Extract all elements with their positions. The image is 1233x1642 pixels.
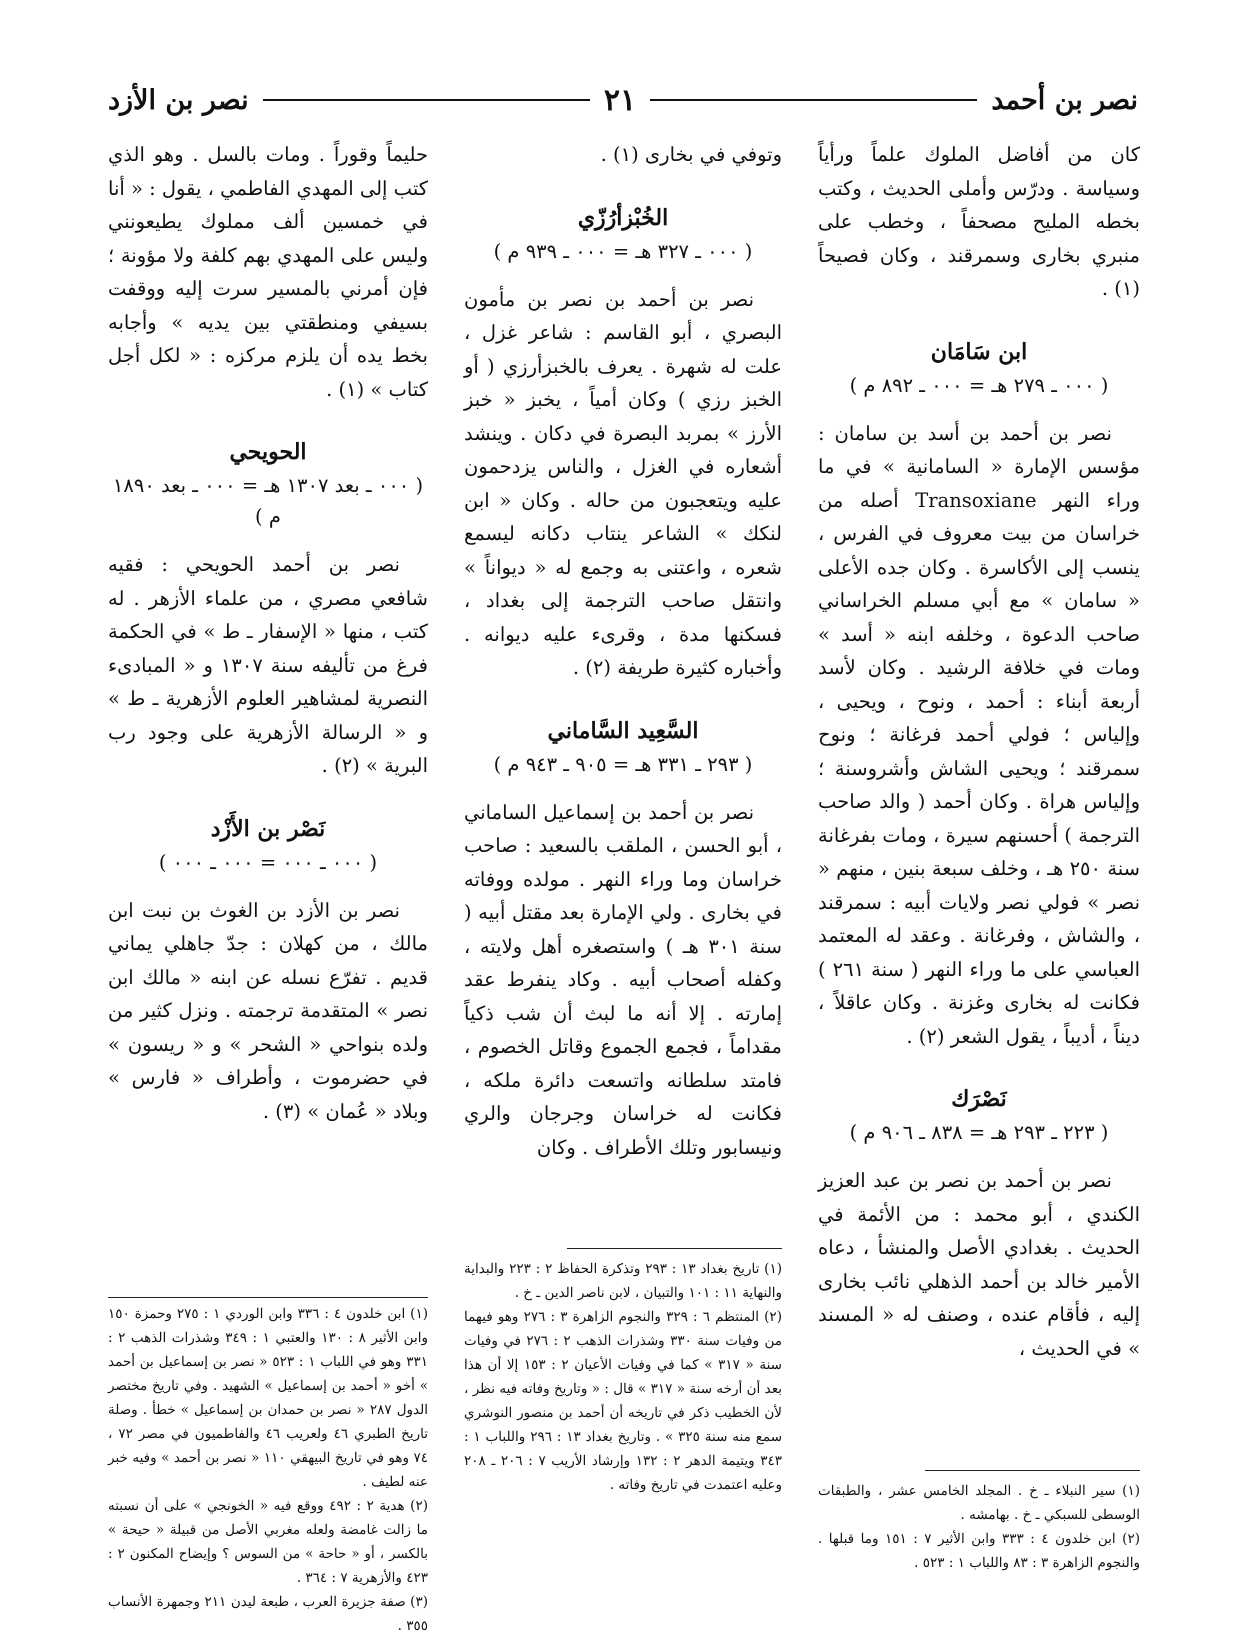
entry-text: نصر بن أحمد بن نصر بن مأمون البصري ، أبو القاسم : شاعر غزل ، علت له شهرة . يعرف بالخبزأرزي ( أو الخبز رزي ) وكان أمياً ، يخبز « خبز الأرز » بمربد البصرة في دكان . وينشد أشعاره في الغزل ، والناس يزدحمون عليه ويتعجبون من حاله . وكان « ابن لنكك » الشاعر ينتاب دكانه ليسمع شعره ، واعتنى به وجمع له « ديواناً » وانتقل صاحب الترجمة إلى بغداد ، فسكنها مدة ، وقرىء عليه ديوانه . وأخباره كثيرة طريفة (٢) . (464, 287, 782, 679)
footnote: (٢) المنتظم ٦ : ٣٢٩ والنجوم الزاهرة ٣ : ٢٧٦ وهو فيهما من وفيات سنة ٣٣٠ وشذرات الذهب ٢ : ٢٧٦ في وفيات سنة « ٣١٧ » كما في وفيات الأعيان ٢ : ١٥٣ إلا أن هذا بعد أن أرخه سنة « ٣١٧ » قال : « وتاريخ وفاته فيه نظر ، لأن الخطيب ذكر في تاريخه أن أحمد بن منصور النوشري سمع منه سنة ٣٢٥ » . وتاريخ بغداد ١٣ : ٢٩٦ واللباب ١ : ٣٤٣ ويتيمة الدهر ٢ : ١٣٢ وإرشاد الأريب ٧ : ٢٠٦ ـ ٢٠٨ وعليه اعتمدت في تاريخ وفاته . (464, 1309, 783, 1493)
header-rule (650, 99, 977, 101)
column-right (818, 138, 1140, 1369)
entry-dates: ( ٠٠٠ ـ ٢٧٩ هـ = ٠٠٠ ـ ٨٩٢ م ) (849, 373, 1109, 397)
entry-title: نَصْرَك (951, 1086, 1007, 1112)
footnote: (١) تاريخ بغداد ١٣ : ٢٩٣ وتذكرة الحفاظ ٢ : ٢٢٣ والبداية والنهاية ١١ : ١٠١ والتبيان ، لابن ناصر الدين ـ خ . (464, 1261, 782, 1301)
entry-dates: ( ٠٠٠ ـ ٠٠٠ = ٠٠٠ ـ ٠٠٠ ) (158, 850, 378, 874)
entry-dates: ( ٢٢٣ ـ ٢٩٣ هـ = ٨٣٨ ـ ٩٠٦ م ) (849, 1121, 1109, 1144)
continued-text: كان من أفاضل الملوك علماً ورأياً وسياسة . ودرّس وأملى الحديث ، وكتب بخطه المليح مصحفاً ، وخطب على منبري بخارى وسمرقند ، وكان فصيحاً (١) . (818, 143, 1140, 300)
footnotes-middle (464, 1248, 782, 1497)
entry-dates: ( ٠٠٠ ـ ٣٢٧ هـ = ٠٠٠ ـ ٩٣٩ م ) (493, 239, 753, 263)
footnote-rule (567, 1248, 782, 1249)
footnote-rule (925, 1470, 1140, 1471)
header-rule (263, 99, 590, 101)
entry-title: نَصْر بن الأَزْد (210, 815, 326, 842)
footnote: (٢) هدية ٢ : ٤٩٢ ووقع فيه « الخونجي » على أن نسبته ما زالت غامضة ولعله مغربي الأصل من قبيلة « حيحة » بالكسر ، أو « حاحة » من السوس ؟ وإيضاح المكنون ٢ : ٤٢٣ والأزهرية ٧ : ٣٦٤ . (108, 1498, 428, 1586)
entry-text: نصر بن أحمد الحويحي : فقيه شافعي مصري ، من علماء الأزهر . له كتب ، منها « الإسفار ـ ط » في الحكمة فرغ من تأليفه سنة ١٣٠٧ و « المبادىء النصرية لمشاهير العلوم الأزهرية ـ ط » و « الرسالة الأزهرية على وجود رب البرية » (٢) . (108, 553, 428, 777)
entry-title: السَّعِيد السَّاماني (547, 717, 699, 744)
footnotes-right (818, 1470, 1140, 1575)
footnote: (٢) ابن خلدون ٤ : ٣٣٣ وابن الأثير ٧ : ١٥١ وما قبلها . والنجوم الزاهرة ٣ : ٨٣ واللباب ١ : ٥٢٣ . (818, 1531, 1140, 1571)
header-left-title: نصر بن الأزد (108, 84, 249, 116)
entry-text: نصر بن أحمد بن إسماعيل الساماني ، أبو الحسن ، الملقب بالسعيد : صاحب خراسان وما وراء النهر . مولده ووفاته في بخارى . ولي الإمارة بعد مقتل أبيه ( سنة ٣٠١ هـ ) واستصغره أهل ولايته ، وكفله أصحاب أبيه . وكاد ينفرط عقد إمارته . إلا أنه ما لبث أن شب ذكياً مقداماً ، فجمع الجموع وقاتل الخصوم ، فامتد سلطانه واتسعت دائرة ملكه ، فكانت له خراسان وجرجان والري ونيسابور وتلك الأطراف . وكان (464, 800, 782, 1159)
page-number: ٢١ (603, 82, 637, 118)
continued-text: وتوفي في بخارى (١) . (600, 143, 782, 166)
entry-title: الخُبْزأرُزّي (577, 204, 669, 231)
entry-dates: ( ٢٩٣ ـ ٣٣١ هـ = ٩٠٥ ـ ٩٤٣ م ) (493, 752, 753, 776)
entry-text: نصر بن الأزد بن الغوث بن نبت ابن مالك ، من كهلان : جدّ جاهلي يماني قديم . تفرّع نسله عن ابنه « مالك ابن نصر » المتقدمة ترجمته . ونزل كثير من ولده بنواحي « الشحر » و « ريسون » في حضرموت ، وأطراف « فارس » وبلاد « عُمان » (٣) . (108, 898, 428, 1123)
running-header (108, 78, 1138, 122)
footnote: (١) ابن خلدون ٤ : ٣٣٦ وابن الوردي ١ : ٢٧٥ وحمزة ١٥٠ وابن الأثير ٨ : ١٣٠ والعتبي ١ : ٣٤٩ وشذرات الذهب ٢ : ٣٣١ وهو في اللباب ١ : ٥٢٣ « نصر بن إسماعيل بن أحمد » أخو « أحمد بن إسماعيل » الشهيد . وفي تاريخ مختصر الدول ٢٨٧ « نصر بن حمدان بن إسماعيل » خطأ . وصلة تاريخ الطبري ٤٦ ولعريب ٤٦ والفاطميون في مصر ٧٢ ، ٧٤ وهو في تاريخ البيهقي ١١٠ « نصر بن أحمد » وفيه خبر عنه لطيف . (108, 1306, 428, 1490)
column-middle (464, 138, 782, 1168)
footnotes-left (108, 1296, 428, 1638)
entry-title: الحويحي (229, 439, 307, 465)
column-left (108, 138, 428, 1132)
header-right-title: نصر بن أحمد (991, 84, 1138, 116)
footnote: (١) سير النبلاء ـ خ . المجلد الخامس عشر ، والطبقات الوسطى للسبكي ـ خ . بهامشه . (818, 1483, 1140, 1523)
continued-text: حليماً وقوراً . ومات بالسل . وهو الذي كتب إلى المهدي الفاطمي ، يقول : « أنا في خمسين ألف مملوك يطيعونني وليس على المهدي بهم كلفة ولا مؤونة ؛ فإن أمرني بالمسير سرت إليه ووقفت بسيفي ومنطقتي بين يديه » وأجابه بخط يده أن يلزم مركزه : « لكل أجل كتاب » (١) . (108, 143, 428, 401)
entry-title: ابن سَامَان (930, 338, 1028, 365)
entry-text: نصر بن أحمد بن نصر بن عبد العزيز الكندي ، أبو محمد : من الأئمة في الحديث . بغدادي الأصل والمنشأ ، دعاه الأمير خالد بن أحمد الذهلي نائب بخارى إليه ، فأقام عنده ، وصنف له « المسند » في الحديث ، (818, 1169, 1140, 1360)
footnote: (٣) صفة جزيرة العرب ، طبعة ليدن ٢١١ وجمهرة الأنساب ٣٥٥ . (108, 1594, 428, 1634)
entry-dates: ( ٠٠٠ ـ بعد ١٣٠٧ هـ = ٠٠٠ ـ بعد ١٨٩٠ م ) (112, 474, 424, 528)
entry-text: نصر بن أحمد بن أسد بن سامان : مؤسس الإمارة « السامانية » في ما وراء النهر Transoxiane أصله من خراسان من بيت معروف في الفرس ، ينسب إلى الأكاسرة . وكان جده الأعلى « سامان » مع أبي مسلم الخراساني صاحب الدعوة ، وخلفه ابنه « أسد » ومات في خلافة الرشيد . وكان لأسد أربعة أبناء : أحمد ، ونوح ، ويحيى ، وإلياس ؛ فولي أحمد فرغانة ؛ ونوح سمرقند ؛ ويحيى الشاش وأشروسنة ؛ وإلياس هراة . وكان أحمد ( والد صاحب الترجمة ) أحسنهم سيرة ، ومات بفرغانة سنة ٢٥٠ هـ ، وخلف سبعة بنين ، منهم « نصر » فولي نصر ولايات أبيه : سمرقند ، والشاش ، وفرغانة . وعقد له المعتمد العباسي على ما وراء النهر ( سنة ٢٦١ ) فكانت له بخارى وغزنة . وكان عاقلاً ، ديناً ، أديباً ، يقول الشعر (٢) . (818, 421, 1141, 1048)
